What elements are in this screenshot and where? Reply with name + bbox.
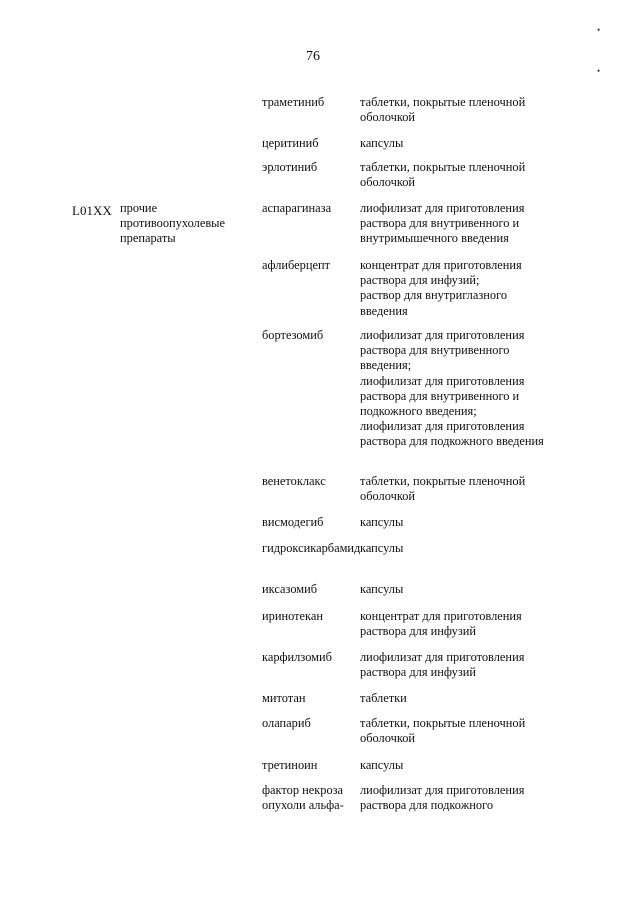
- drug-name: бортезомиб: [262, 328, 324, 342]
- dosage-form: таблетки, покрытые пленочной оболочкой: [360, 95, 526, 125]
- dosage-form: лиофилизат для приготовления раствора для инфузий: [360, 650, 525, 680]
- drug-name: висмодегиб: [262, 515, 324, 529]
- drug-name: церитиниб: [262, 136, 319, 150]
- dosage-form: таблетки, покрытые пленочной оболочкой: [360, 160, 526, 190]
- dosage-form: капсулы: [360, 136, 404, 150]
- drug-name: фактор некроза опухоли альфа-: [262, 783, 344, 813]
- drug-name: третиноин: [262, 758, 318, 772]
- dosage-form: лиофилизат для приготовления раствора для внутривенного введения; лиофилизат для приготовления раствора для внутривенного и подкожного введения; лиофилизат для приготовления раствора для подкожного введения: [360, 328, 544, 449]
- dosage-form: концентрат для приготовления раствора для инфузий: [360, 609, 522, 639]
- dosage-form: лиофилизат для приготовления раствора для подкожного: [360, 783, 525, 813]
- drug-name: олапариб: [262, 716, 311, 730]
- page-number: 76: [306, 49, 320, 64]
- dosage-form: капсулы: [360, 515, 404, 529]
- dosage-form: капсулы: [360, 541, 404, 555]
- dosage-form: концентрат для приготовления раствора для инфузий; раствор для внутриглазного введения: [360, 258, 522, 318]
- dosage-form: лиофилизат для приготовления раствора для внутривенного и внутримышечного введения: [360, 201, 525, 246]
- dosage-form: капсулы: [360, 758, 404, 772]
- scan-mark: •: [597, 25, 601, 35]
- drug-name: карфилзомиб: [262, 650, 332, 664]
- atc-group-name: прочие противоопухолевые препараты: [120, 201, 225, 246]
- drug-name: иринотекан: [262, 609, 323, 623]
- dosage-form: таблетки: [360, 691, 407, 705]
- drug-name: митотан: [262, 691, 306, 705]
- dosage-form: таблетки, покрытые пленочной оболочкой: [360, 474, 526, 504]
- drug-name: аспарагиназа: [262, 201, 332, 215]
- drug-name: эрлотиниб: [262, 160, 318, 174]
- drug-name: венетоклакс: [262, 474, 326, 488]
- drug-name: гидроксикарбамид: [262, 541, 361, 555]
- scan-mark: •: [597, 66, 601, 76]
- drug-name: афлиберцепт: [262, 258, 331, 272]
- drug-name: иксазомиб: [262, 582, 318, 596]
- drug-name: траметиниб: [262, 95, 325, 109]
- dosage-form: таблетки, покрытые пленочной оболочкой: [360, 716, 526, 746]
- atc-code: L01XX: [72, 203, 112, 218]
- dosage-form: капсулы: [360, 582, 404, 596]
